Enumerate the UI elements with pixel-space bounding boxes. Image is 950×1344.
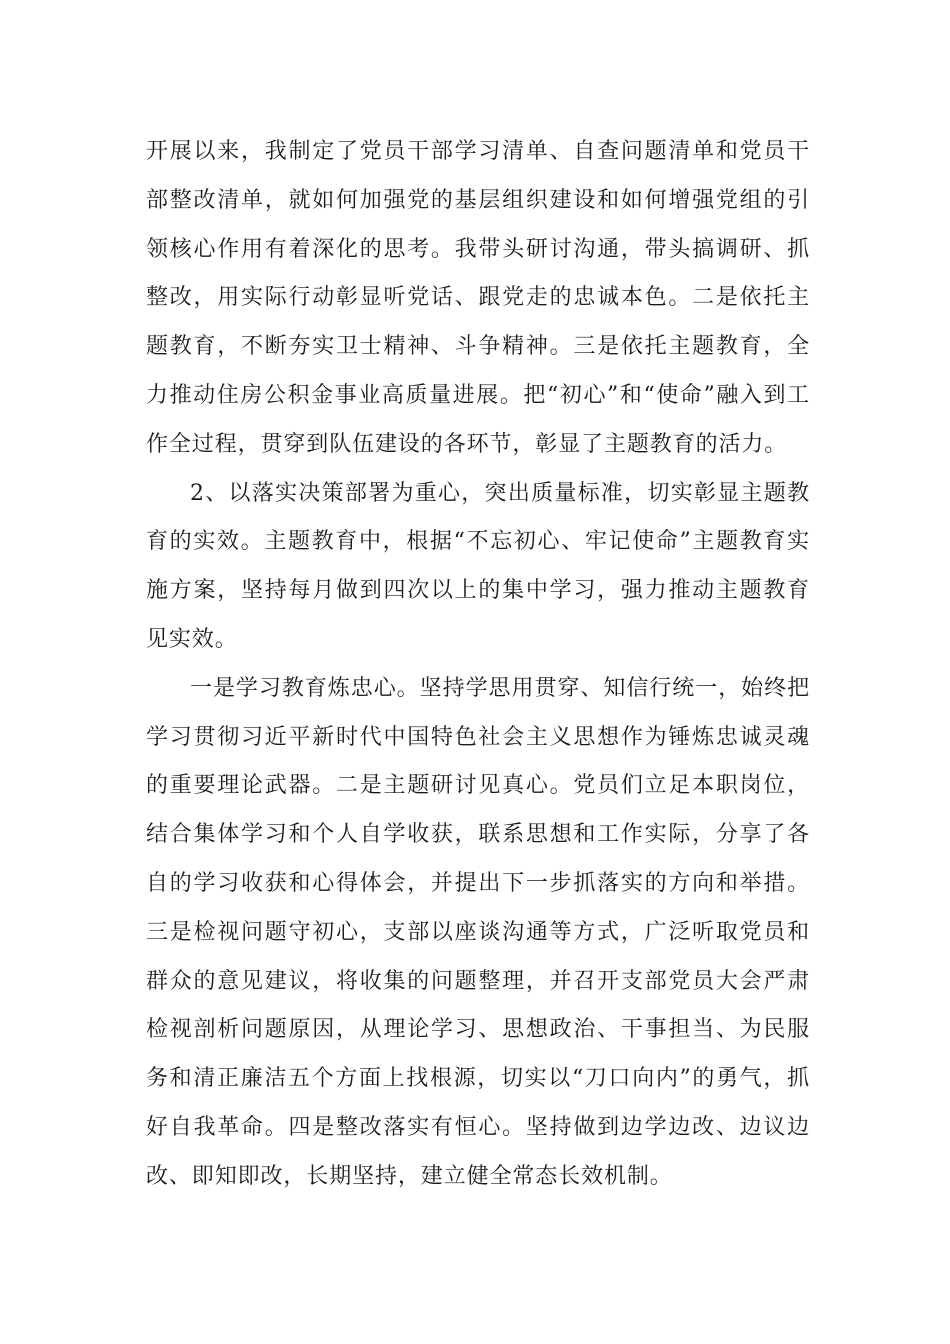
document-body (146, 128, 810, 1202)
paragraph-section-2: 2、以落实决策部署为重心，突出质量标准，切实彰显主题教育的实效。主题教育中，根据“不忘初心、牢记使命”主题教育实施方案，坚持每月做到四次以上的集中学习，强力推动主题教育见实效。 (146, 480, 810, 652)
paragraph-four-points: 一是学习教育炼忠心。坚持学思用贯穿、知信行统一，始终把学习贯彻习近平新时代中国特色社会主义思想作为锤炼忠诚灵魂的重要理论武器。二是主题研讨见真心。党员们立足本职岗位，结合集体学习和个人自学收获，联系思想和工作实际，分享了各自的学习收获和心得体会，并提出下一步抓落实的方向和举措。三是检视问题守初心，支部以座谈沟通等方式，广泛听取党员和群众的意见建议，将收集的问题整理，并召开支部党员大会严肃检视剖析问题原因，从理论学习、思想政治、干事担当、为民服务和清正廉洁五个方面上找根源，切实以“刀口向内”的勇气，抓好自我革命。四是整改落实有恒心。坚持做到边学边改、边议边改、即知即改，长期坚持，建立健全常态长效机制。 (146, 675, 810, 1189)
paragraph-continuation: 开展以来，我制定了党员干部学习清单、自查问题清单和党员干部整改清单，就如何加强党的基层组织建设和如何增强党组的引领核心作用有着深化的思考。我带头研讨沟通，带头搞调研、抓整改，用实际行动彰显听党话、跟党走的忠诚本色。二是依托主题教育，不断夯实卫士精神、斗争精神。三是依托主题教育，全力推动住房公积金事业高质量进展。把“初心”和“使命”融入到工作全过程，贯穿到队伍建设的各环节，彰显了主题教育的活力。 (146, 139, 810, 457)
